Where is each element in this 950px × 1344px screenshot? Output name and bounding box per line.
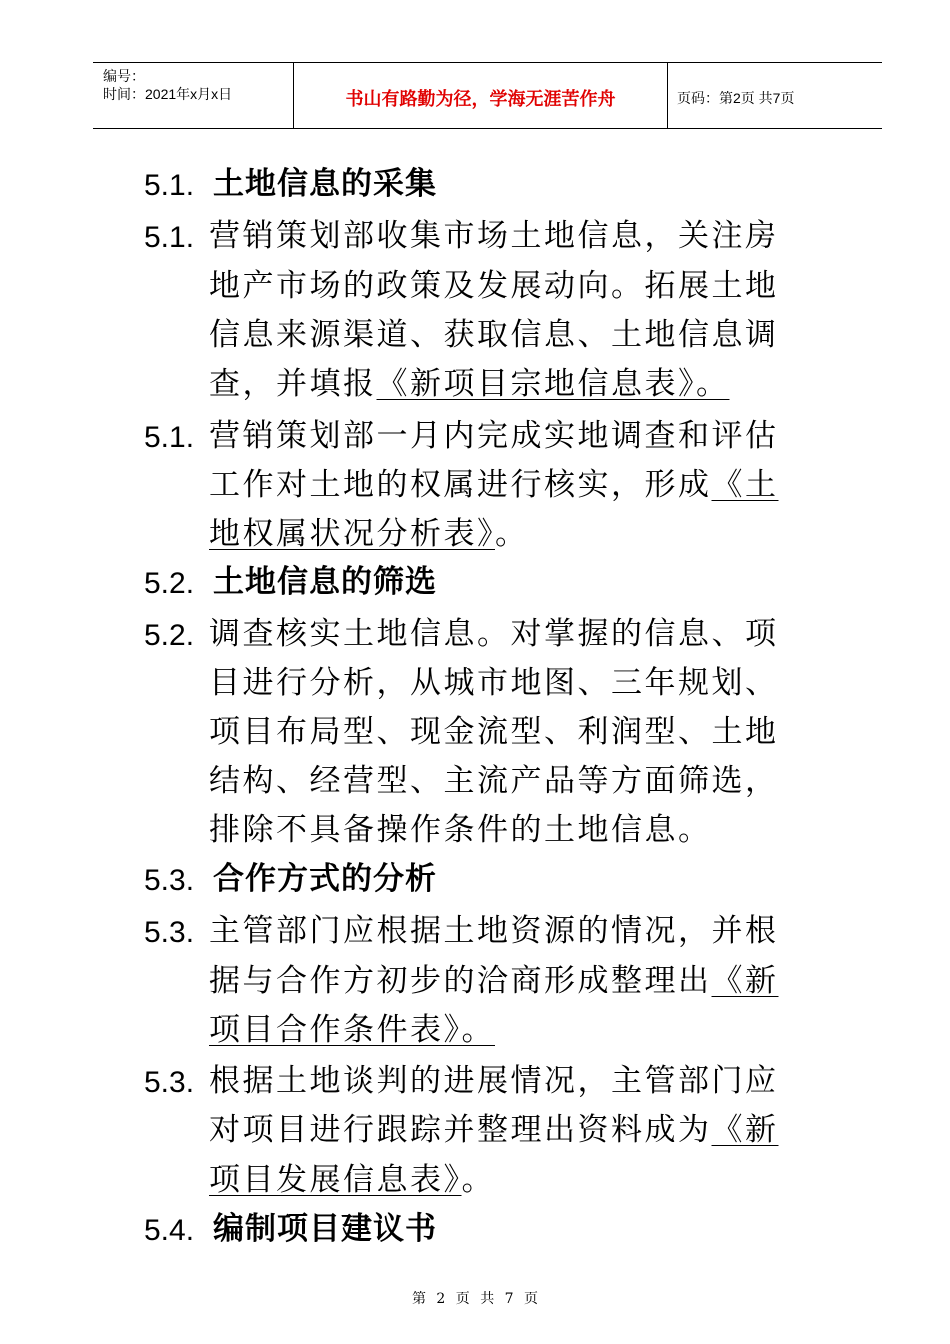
line-text	[209, 1009, 495, 1051]
text-run: 项目布局型、现金流型、利润型、土地	[209, 714, 779, 750]
paragraph-line	[0, 508, 950, 558]
text-run: 据与合作方初步的洽商形成整理出	[209, 963, 712, 999]
heading-text	[213, 163, 437, 205]
line-text	[209, 809, 712, 851]
line-text	[209, 265, 779, 307]
section-number: 5.1.	[144, 169, 195, 202]
text-run: 土地信息的筛选	[213, 564, 437, 600]
text-run: 查，并填报	[209, 366, 377, 402]
form-title-reference: 《新	[711, 1112, 779, 1148]
paragraph-line	[0, 309, 950, 359]
section-heading	[0, 158, 950, 208]
text-run: 对项目进行跟踪并整理出资料成为	[209, 1112, 712, 1148]
text-run: 结构、经营型、主流产品等方面筛选，	[209, 763, 779, 799]
text-run: 编制项目建议书	[213, 1211, 437, 1247]
header-page-info: 页码：第2页 共7页	[677, 90, 795, 106]
header-motto: 书山有路勤为径，学海无涯苦作舟	[345, 89, 616, 110]
paragraph-line	[0, 755, 950, 805]
document-time-label: 时间：2021年x月x日	[103, 86, 233, 102]
line-text	[209, 613, 779, 655]
line-text	[209, 215, 779, 257]
text-run: 工作对土地的权属进行核实，形成	[209, 467, 712, 503]
text-run: 信息来源渠道、获取信息、土地信息调	[209, 317, 779, 353]
line-text	[209, 960, 779, 1002]
line-text	[209, 363, 730, 405]
heading-text	[213, 1208, 437, 1250]
paragraph-line	[0, 1154, 950, 1204]
paragraph-line	[0, 358, 950, 408]
form-title-reference: 《新	[711, 963, 779, 999]
text-run: 营销策划部一月内完成实地调查和评估	[209, 418, 779, 454]
line-text	[209, 513, 529, 555]
section-heading	[0, 1203, 950, 1253]
paragraph-line	[0, 459, 950, 509]
paragraph-line	[0, 260, 950, 310]
line-text	[209, 711, 779, 753]
form-title-reference: 项目合作条件表》。	[209, 1012, 495, 1048]
paragraph-line	[0, 905, 950, 955]
paragraph-line	[0, 1004, 950, 1054]
section-number: 5.2.	[144, 619, 195, 652]
section-number: 5.3.	[144, 916, 195, 949]
header-page-cell	[668, 63, 882, 128]
paragraph-line	[0, 1104, 950, 1154]
document-code-label: 编号：	[103, 68, 145, 84]
text-run: 主管部门应根据土地资源的情况，并根	[209, 913, 779, 949]
section-heading	[0, 556, 950, 606]
page-header	[93, 62, 882, 129]
text-run: 。	[495, 516, 529, 552]
section-number: 5.1.	[144, 221, 195, 254]
header-meta-cell	[93, 63, 294, 128]
text-run: 排除不具备操作条件的土地信息。	[209, 812, 712, 848]
section-number: 5.2.	[144, 567, 195, 600]
paragraph-line	[0, 1055, 950, 1105]
form-title-reference: 地权属状况分析表》	[209, 516, 495, 552]
heading-text	[213, 858, 437, 900]
section-heading	[0, 853, 950, 903]
line-text	[209, 314, 779, 356]
form-title-reference: 项目发展信息表》	[209, 1162, 462, 1198]
paragraph-line	[0, 706, 950, 756]
section-number: 5.3.	[144, 1066, 195, 1099]
section-number: 5.3.	[144, 864, 195, 897]
line-text	[209, 464, 779, 506]
line-text	[209, 760, 779, 802]
text-run: 合作方式的分析	[213, 861, 437, 897]
text-run: 调查核实土地信息。对掌握的信息、项	[209, 616, 779, 652]
line-text	[209, 1109, 779, 1151]
text-run: 营销策划部收集市场土地信息，关注房	[209, 218, 779, 254]
paragraph-line	[0, 955, 950, 1005]
line-text	[209, 662, 779, 704]
section-number: 5.4.	[144, 1214, 195, 1247]
form-title-reference: 《土	[711, 467, 779, 503]
line-text	[209, 1060, 779, 1102]
section-number: 5.1.	[144, 421, 195, 454]
text-run: 土地信息的采集	[213, 166, 437, 202]
paragraph-line	[0, 410, 950, 460]
paragraph-line	[0, 210, 950, 260]
text-run: 根据土地谈判的进展情况，主管部门应	[209, 1063, 779, 1099]
page-footer: 第 2 页 共 7 页	[411, 1291, 539, 1307]
line-text	[209, 910, 779, 952]
line-text	[209, 1159, 495, 1201]
heading-text	[213, 561, 437, 603]
paragraph-line	[0, 657, 950, 707]
paragraph-line	[0, 608, 950, 658]
form-title-reference: 《新项目宗地信息表》。	[376, 366, 730, 402]
line-text	[209, 415, 779, 457]
paragraph-line	[0, 804, 950, 854]
text-run: 目进行分析，从城市地图、三年规划、	[209, 665, 779, 701]
text-run: 。	[461, 1162, 495, 1198]
text-run: 地产市场的政策及发展动向。拓展土地	[209, 268, 779, 304]
header-motto-cell	[294, 63, 668, 128]
